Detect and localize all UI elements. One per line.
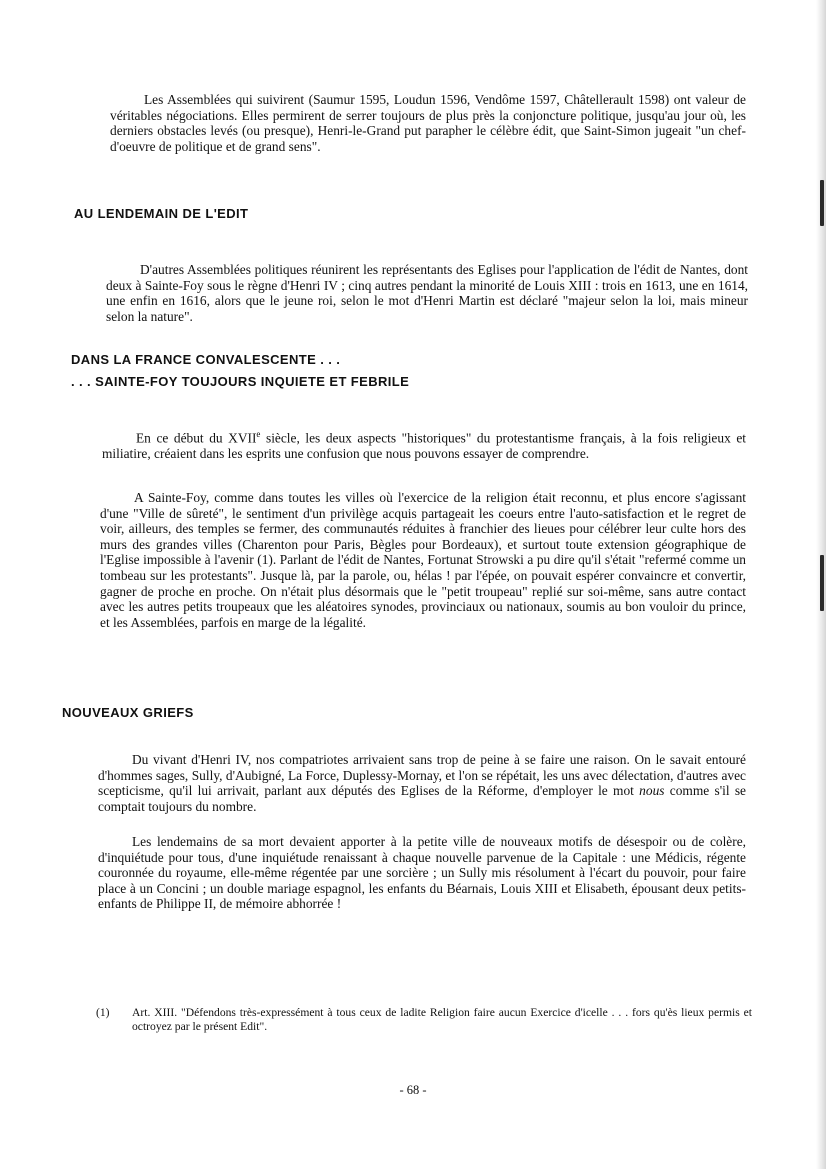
paragraph-debut-xviie-part2: siècle, les deux aspects "historiques" du protestantisme français, à la fois religieux et miliatire, créaient dans les esprits une confusion que nous pouvons essayer de comprendre.	[102, 430, 746, 462]
paragraph-vivant-henri	[98, 752, 746, 814]
paragraph-vivant-henri-part2: comme s'il se comptait toujours du nombre.	[98, 783, 746, 814]
paragraph-debut-xviie	[102, 427, 746, 462]
paragraph-sainte-foy: A Sainte-Foy, comme dans toutes les villes où l'exercice de la religion était reconnu, et plus encore s'agissant d'une "Ville de sûreté", le sentiment d'un privilège acquis partageait les coeurs entre l'auto-satisfaction et le regret de voir, ailleurs, des temples se fermer, des communautés réduites à franchier des lieues pour célébrer leur culte hors des murs des grandes villes (Charenton pour Paris, Bègles pour Bordeaux), et surtout toute extension géographique de l'Eglise impossible à l'avenir (1). Parlant de l'édit de Nantes, Fortunat Strowski a pu dire qu'il s'était "refermé comme un tombeau sur les protestants". Jusque là, par la parole, ou, hélas ! par l'épée, on pouvait espérer convaincre et convertir, gagner de proche en proche. On n'était plus désormais que le "petit troupeau" replié sur soi-même, sans autre contact avec les autres petits troupeaux que les aléatoires synodes, provinciaux ou nationaux, soumis au bon vouloir du prince, et les Assemblées, parfois en marge de la légalité.	[100, 490, 746, 630]
page-number: - 68 -	[399, 1083, 427, 1097]
century-superscript: e	[256, 429, 261, 439]
footnote-text: Art. XIII. "Défendons très-expressément à tous ceux de ladite Religion faire aucun Exercice d'icelle . . . fors qu'ès lieux permis et octroyez par le présent Edit".	[132, 1006, 752, 1033]
paragraph-lendemains-mort: Les lendemains de sa mort devaient apporter à la petite ville de nouveaux motifs de désespoir ou de colère, d'inquiétude pour tous, d'une inquiétude renaissant à chaque nouvelle parvenue de la Capitale : une Médicis, régente couronnée du royaume, elle-même régentée par une sorcière ; un Sully mis résolument à l'écart du pouvoir, pour faire place à un Concini ; un double mariage espagnol, les enfants du Béarnais, Louis XIII et Elisabeth, épousant deux petits-enfants de Philippe II, de mémoire abhorrée !	[98, 834, 746, 912]
paragraph-autres-assemblees: D'autres Assemblées politiques réunirent les représentants des Eglises pour l'application de l'édit de Nantes, dont deux à Sainte-Foy sous le règne d'Henri IV ; cinq autres pendant la minorité de Louis XIII : trois en 1613, une en 1614, une enfin en 1616, alors que le jeune roi, selon le mot d'Henri Martin est déclaré "majeur selon la loi, mais mineur selon la nature".	[106, 262, 748, 324]
heading-au-lendemain: AU LENDEMAIN DE L'EDIT	[74, 206, 249, 221]
word-nous: nous	[639, 783, 665, 799]
heading-france-convalescente: DANS LA FRANCE CONVALESCENTE . . .	[71, 352, 341, 367]
paragraph-assemblees: Les Assemblées qui suivirent (Saumur 1595, Loudun 1596, Vendôme 1597, Châtellerault 1598) ont valeur de véritables négociations. Elles permirent de serrer toujours de plus près la conjoncture politique, jusqu'au jour où, les derniers obstacles levés (ou presque), Henri-le-Grand put parapher le célèbre édit, que Saint-Simon jugeait "un chef-d'oeuvre de politique et de grand sens".	[110, 92, 746, 154]
edge-mark	[820, 180, 824, 226]
footnote-marker: (1)	[96, 1006, 110, 1019]
paragraph-debut-xviie-part1: En ce début du XVII	[136, 430, 257, 446]
paragraph-vivant-henri-part1: Du vivant d'Henri IV, nos compatriotes arrivaient sans trop de peine à se faire une raison. On le savait entouré d'hommes sages, Sully, d'Aubigné, La Force, Duplessy-Mornay, et l'on se répétait, les uns avec délectation, d'autres avec scepticisme, qu'il lui arrivait, parlant aux députés des Eglises de la Réforme, d'employer le mot	[98, 752, 746, 799]
heading-sainte-foy-inquiete: . . . SAINTE-FOY TOUJOURS INQUIETE ET FEBRILE	[71, 374, 410, 389]
heading-nouveaux-griefs: NOUVEAUX GRIEFS	[62, 705, 194, 720]
edge-mark	[820, 555, 824, 611]
page-edge-shadow	[816, 0, 826, 1169]
